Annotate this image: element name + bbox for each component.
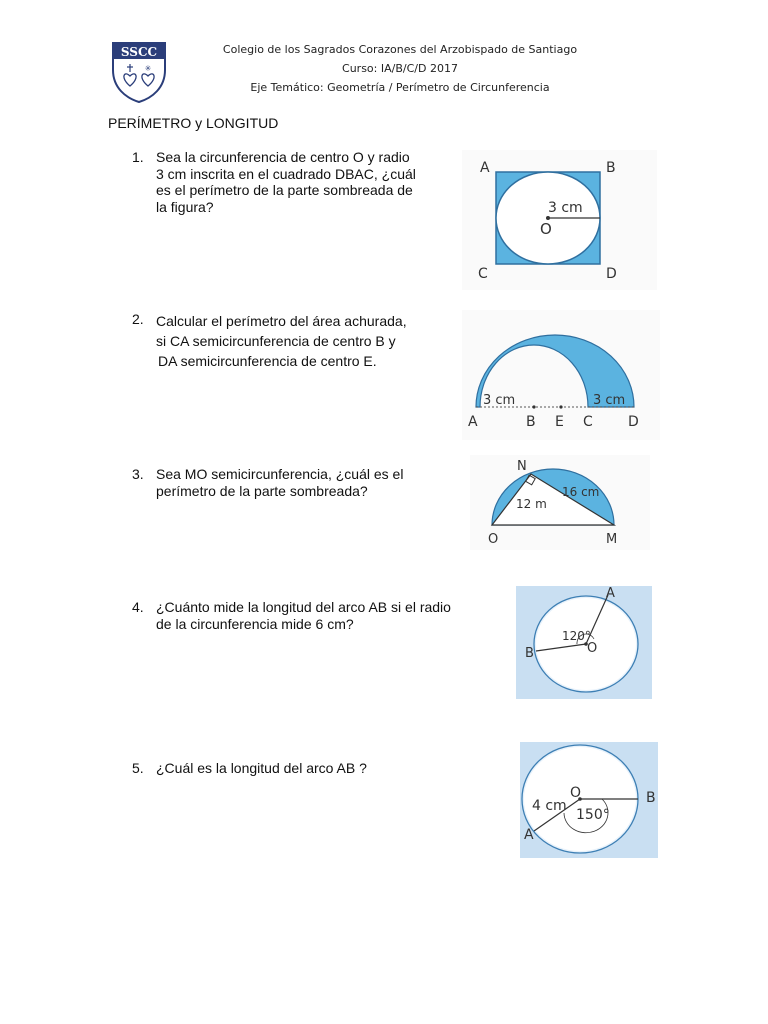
question-1-number: 1. — [132, 149, 144, 165]
question-5-text: ¿Cuál es la longitud del arco AB ? — [156, 760, 367, 776]
point-B — [532, 405, 535, 408]
side-ON-label: 12 m — [516, 497, 547, 511]
label-D: D — [628, 414, 639, 430]
question-2-number: 2. — [132, 311, 144, 327]
label-O: O — [587, 641, 598, 656]
label-D: D — [606, 266, 617, 282]
question-4-text: ¿Cuánto mide la longitud del arco AB si el radio de la circunferencia mide 6 cm? — [156, 599, 451, 632]
figure-2 — [462, 310, 660, 440]
svg-text:✳: ✳ — [144, 64, 152, 73]
point-E — [559, 405, 562, 408]
label-N: N — [517, 459, 527, 474]
angle-label: 120° — [562, 629, 591, 643]
label-B: B — [606, 160, 616, 176]
logo-text: SSCC — [120, 45, 158, 59]
figure-4 — [516, 586, 652, 699]
label-A: A — [480, 160, 490, 176]
label-O: O — [570, 785, 582, 801]
question-4-number: 4. — [132, 599, 144, 615]
question-2-text: Calcular el perímetro del área achurada, si CA semicircunferencia de centro B y DA semicircunferencia de centro E. — [156, 313, 407, 369]
question-3-text: Sea MO semicircunferencia, ¿cuál es el perímetro de la parte sombreada? — [156, 466, 404, 499]
figure-5 — [520, 742, 658, 858]
label-B: B — [526, 414, 536, 430]
question-3-number: 3. — [132, 466, 144, 482]
side-NM-label: 16 cm — [562, 485, 600, 499]
angle-label: 150° — [576, 807, 610, 823]
label-B: B — [525, 646, 534, 661]
label-O: O — [488, 532, 499, 547]
label-O: O — [540, 220, 552, 238]
label-A: A — [524, 827, 534, 843]
label-C: C — [583, 414, 593, 430]
label-A: A — [468, 414, 478, 430]
radius-label: 3 cm — [548, 200, 583, 216]
label-M: M — [606, 532, 618, 547]
label-B: B — [646, 790, 656, 806]
section-title: PERÍMETRO y LONGITUD — [108, 115, 279, 131]
school-name: Colegio de los Sagrados Corazones del Arzobispado de Santiago — [222, 43, 578, 56]
label-C: C — [478, 266, 488, 282]
figure-1 — [462, 150, 657, 290]
label-A: A — [606, 586, 615, 601]
topic-line: Eje Temático: Geometría / Perímetro de Circunferencia — [250, 81, 550, 94]
left-length: 3 cm — [483, 393, 516, 408]
question-1-text: Sea la circunferencia de centro O y radio 3 cm inscrita en el cuadrado DBAC, ¿cuál es el perímetro de la parte sombreada de la figura? — [156, 149, 416, 215]
question-5-number: 5. — [132, 760, 144, 776]
label-E: E — [555, 414, 564, 430]
right-length: 3 cm — [593, 393, 626, 408]
figure-3 — [470, 455, 650, 550]
radius-label: 4 cm — [532, 798, 567, 814]
course-line: Curso: IA/B/C/D 2017 — [342, 62, 458, 75]
